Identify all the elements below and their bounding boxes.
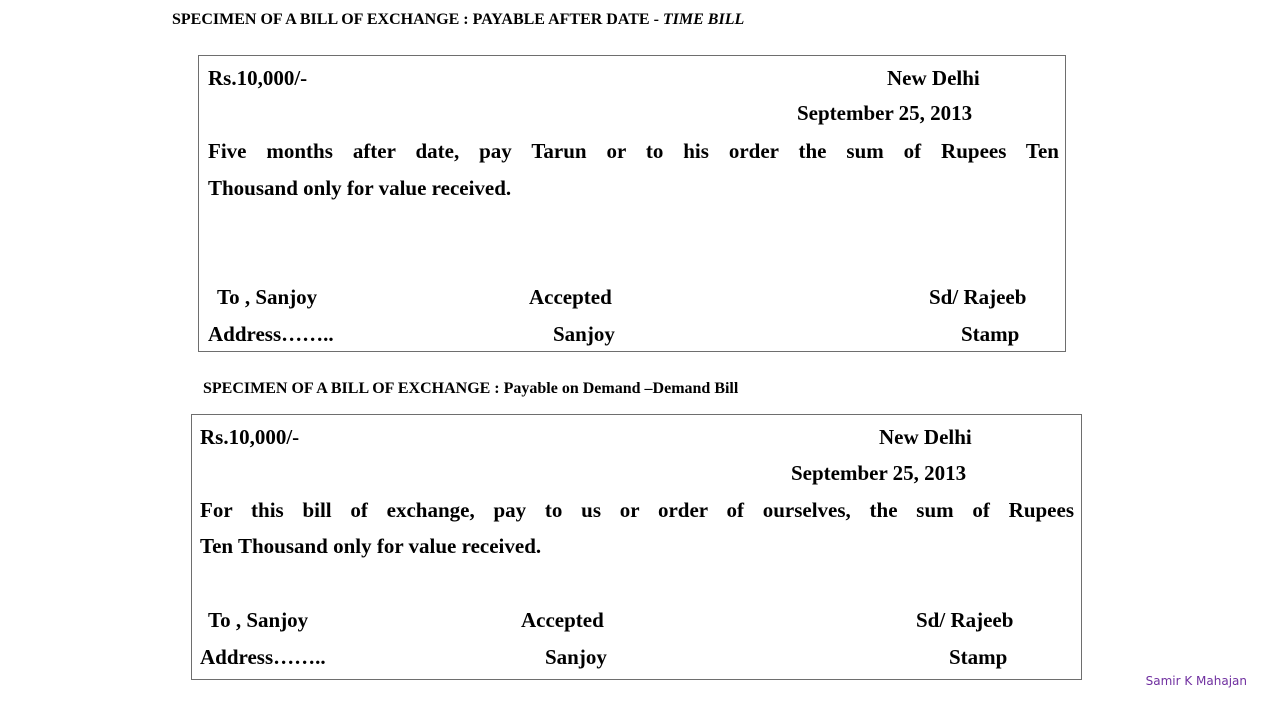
time-bill-heading-main: SPECIMEN OF A BILL OF EXCHANGE : PAYABLE AFTER DATE - [172, 11, 663, 28]
acceptor-name: Sanjoy [545, 645, 607, 669]
bill-amount: Rs.10,000/- [208, 66, 308, 90]
drawee-label: To , Sanjoy [208, 608, 309, 632]
bill-body-line-2: Ten Thousand only for value received. [200, 534, 542, 558]
acceptor-name: Sanjoy [553, 322, 615, 346]
drawee-address: Address…….. [208, 322, 334, 346]
accepted-label: Accepted [521, 608, 604, 632]
bill-date: September 25, 2013 [797, 101, 973, 125]
drawee-address: Address…….. [200, 645, 326, 669]
accepted-label: Accepted [529, 285, 612, 309]
drawee-label: To , Sanjoy [217, 285, 318, 309]
time-bill-heading-italic: TIME BILL [662, 11, 745, 28]
bill-place: New Delhi [887, 66, 980, 90]
demand-bill-box [191, 414, 1082, 680]
bill-date: September 25, 2013 [791, 461, 967, 485]
drawer-signature: Sd/ Rajeeb [929, 285, 1027, 309]
stamp-label: Stamp [961, 322, 1020, 346]
stamp-label: Stamp [949, 645, 1008, 669]
bill-place: New Delhi [879, 425, 972, 449]
bill-body-line-1: Five months after date, pay Tarun or to his order the sum of Rupees Ten [208, 139, 1059, 163]
drawer-signature: Sd/ Rajeeb [916, 608, 1014, 632]
time-bill-box [198, 55, 1066, 352]
time-bill-heading [172, 11, 744, 29]
bill-amount: Rs.10,000/- [200, 425, 300, 449]
demand-bill-heading: SPECIMEN OF A BILL OF EXCHANGE : Payable on Demand –Demand Bill [203, 380, 739, 397]
bill-body-line-1: For this bill of exchange, pay to us or order of ourselves, the sum of Rupees [200, 498, 1074, 522]
author-credit: Samir K Mahajan [1145, 674, 1247, 688]
bill-body-line-2: Thousand only for value received. [208, 176, 512, 200]
